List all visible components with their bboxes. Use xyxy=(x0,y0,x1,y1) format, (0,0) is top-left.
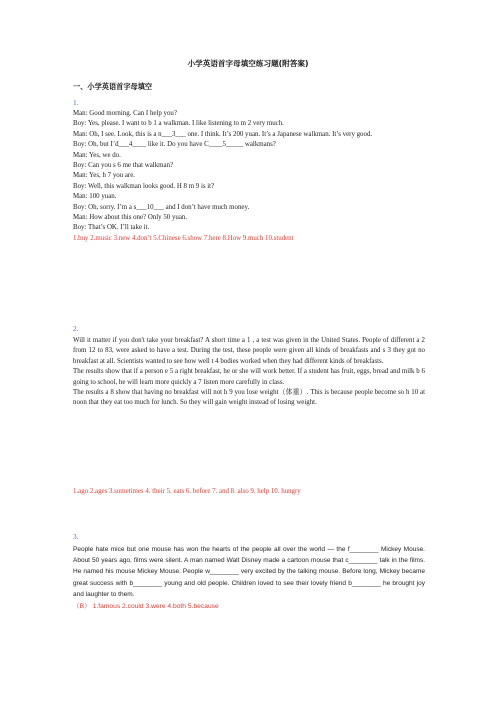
dialogue-line: Boy: Well, this walkman looks good. H 8 m 9 is it? xyxy=(73,182,215,190)
dialogue-line: Man: Yes, h 7 you are. xyxy=(73,172,136,180)
dialogue-line: Man: 100 yuan. xyxy=(73,193,117,201)
question-number-3: 3. xyxy=(73,532,79,541)
answer-key-2: 1.ago 2.ages 3.sometimes 4. their 5. eats 6. before 7. and 8. also 9. help 10. hungry xyxy=(73,488,301,495)
dialogue-line: Boy: Yes, please. I want to b 1 a walkman. I like listening to m 2 very much. xyxy=(73,120,284,128)
section-heading: 一、小学英语首字母填空 xyxy=(73,82,153,91)
dialogue-line: Boy: Oh, sorry. I’m a s___10___ and I don’t have much money. xyxy=(73,203,250,211)
question-3-passage: People hate mice but one mouse has won the hearts of the people all over the world — the f________ Mickey Mouse. About 50 years ago, films were silent. A man named Walt Disney made a cartoon mouse that c________ talk in the films. He named his mouse Mickey Mouse. People w________ very excited by the talking mouse. Before long, Mickey became great success with b________ young and old people. Children loved to see their lovely friend b________ he brought joy and laughter to them. xyxy=(73,546,425,598)
dialogue-line: Man: Yes, we do. xyxy=(73,151,121,159)
document-title: 小学英语首字母填空练习题(附答案) xyxy=(187,59,309,68)
question-number-2: 2. xyxy=(73,324,79,333)
dialogue-line: Boy: That’s OK. I’ll take it. xyxy=(73,224,150,232)
passage-paragraph: The results show that if a person e 5 a right breakfast, he or she will work better. If a student has fruit, eggs, bread and milk b 6 going to school, he will learn more quickly a 7 listen more carefully in class. xyxy=(73,368,425,386)
question-number-1: 1. xyxy=(73,98,79,107)
dialogue-line: Man: Oh, I see. Look, this is a n___3___ one. I think. It’s 200 yuan. It’s a Japanese walkman. It’s very good. xyxy=(73,130,373,138)
dialogue-line: Boy: Can you s 6 me that walkman? xyxy=(73,162,174,170)
question-1-dialogue xyxy=(73,109,425,244)
dialogue-line: Man: Good morning. Can I help you? xyxy=(73,110,177,117)
passage-paragraph: The results a 8 show that having no breakfast will not h 9 you lose weight（体重）. This is because people become so h 10 at noon that they eat too much for lunch. So they will gain weight instead of losing weight. xyxy=(73,389,425,407)
question-2-passage xyxy=(73,336,425,409)
answer-key-3: （B） 1.famous 2.could 3.were 4.both 5.because xyxy=(73,603,219,610)
dialogue-line: Boy: Oh, but I’d___4____ like it. Do you have C____5_____ walkmans? xyxy=(73,141,276,149)
dialogue-line: Man: How about this one? Only 50 yuan. xyxy=(73,214,188,222)
passage-paragraph: Will it matter if you don't take your breakfast? A short time a 1 , a test was given in the United States. People of different a 2 from 12 to 83, were asked to have a test. During the test, these people were given all kinds of breakfasts and s 3 they got no breakfast at all. Scientists wanted to see how well t 4 bodies worked when they had different kinds of breakfasts. xyxy=(73,337,425,365)
answer-key-1: 1.buy 2.music 3.new 4.don’t 5.Chinese 6.show 7.here 8.How 9.much 10.student xyxy=(73,234,294,242)
